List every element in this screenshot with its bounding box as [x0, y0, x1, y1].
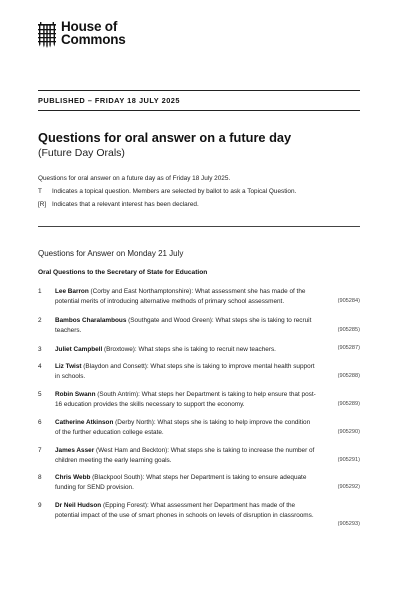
question-text: [55, 473, 317, 492]
legend-symbol: T: [38, 188, 42, 195]
question-number: 7: [38, 447, 42, 454]
question-body: What steps her Department is taking to help ensure that post-16 education provides the skills necessary to support the economy.: [55, 391, 316, 408]
house-of-commons-logo: [37, 20, 126, 48]
published-rule: [38, 110, 360, 111]
question-ref: (905292): [337, 484, 360, 490]
member-name: Chris Webb: [55, 474, 91, 481]
question-text: [55, 390, 317, 409]
question-text: [55, 362, 317, 381]
constituency: (South Antrim):: [95, 391, 140, 398]
member-name: Juliet Campbell: [55, 346, 103, 353]
page-subtitle: (Future Day Orals): [38, 147, 125, 159]
question-body: What steps she is taking to recruit teachers.: [55, 317, 312, 334]
portcullis-icon: [37, 22, 57, 48]
question-ref: (905291): [337, 457, 360, 463]
question-body: What steps she is taking to increase the number of children meeting the early learning goals.: [55, 447, 315, 464]
constituency: (Epping Forest):: [101, 502, 149, 509]
question-text: [55, 418, 317, 437]
question-ref: (905285): [337, 327, 360, 333]
constituency: (Broxtowe):: [102, 346, 137, 353]
top-rule: [38, 90, 360, 91]
department-title: Oral Questions to the Secretary of State for Education: [38, 269, 208, 276]
constituency: (West Ham and Beckton):: [94, 447, 170, 454]
logo-line-1: House of: [61, 19, 118, 34]
question-ref: (905293): [337, 521, 360, 527]
constituency: (Southgate and Wood Green):: [126, 317, 214, 324]
question-text: [55, 345, 317, 355]
question-body: What steps she is taking to improve mental health support in schools.: [55, 363, 315, 380]
legend-interest: [38, 200, 360, 209]
legend-symbol: [R]: [38, 201, 47, 208]
published-date: PUBLISHED – FRIDAY 18 JULY 2025: [38, 96, 181, 105]
question-body: What steps she is taking to recruit new teachers.: [136, 346, 276, 353]
question-number: 4: [38, 363, 42, 370]
question-text: [55, 446, 317, 465]
question-ref: (905287): [337, 345, 360, 351]
question-ref: (905288): [337, 373, 360, 379]
member-name: Lee Barron: [55, 288, 89, 295]
question-text: [55, 316, 317, 335]
question-number: 6: [38, 419, 42, 426]
question-ref: (905284): [337, 298, 360, 304]
member-name: Catherine Atkinson: [55, 419, 114, 426]
page-title: Questions for oral answer on a future day: [38, 130, 292, 145]
constituency: (Blaydon and Consett):: [81, 363, 149, 370]
question-number: 2: [38, 317, 42, 324]
section-title: Questions for Answer on Monday 21 July: [38, 249, 184, 258]
question-ref: (905289): [337, 401, 360, 407]
constituency: (Blackpool South):: [90, 474, 145, 481]
question-number: 8: [38, 474, 42, 481]
question-number: 1: [38, 288, 42, 295]
question-number: 3: [38, 346, 42, 353]
question-number: 9: [38, 502, 42, 509]
member-name: Liz Twist: [55, 363, 82, 370]
section-rule: [38, 226, 360, 227]
question-body: What steps her Department is taking to ensure adequate funding for SEND provision.: [55, 474, 307, 491]
constituency: (Corby and East Northamptonshire):: [88, 288, 194, 295]
legend-text: Indicates a topical question. Members are selected by ballot to ask a Topical Question.: [52, 188, 297, 195]
question-number: 5: [38, 391, 42, 398]
question-text: [55, 501, 317, 520]
member-name: Dr Neil Hudson: [55, 502, 102, 509]
legend-text: Indicates that a relevant interest has been declared.: [52, 201, 199, 208]
member-name: James Asser: [55, 447, 95, 454]
member-name: Bambos Charalambous: [55, 317, 127, 324]
constituency: (Derby North):: [113, 419, 156, 426]
question-body: What steps she is taking to help improve the condition of the further education college estate.: [55, 419, 311, 436]
logo-line-2: Commons: [61, 32, 126, 47]
question-text: [55, 287, 317, 306]
question-body: What assessment she has made of the potential merits of introducing alternative methods of primary school assessment.: [55, 288, 306, 305]
question-body: What assessment her Department has made of the potential impact of the use of smart phones in schools on levels of disruption in classrooms.: [55, 502, 314, 519]
logo-wordmark: [61, 20, 126, 46]
intro-text: Questions for oral answer on a future day as of Friday 18 July 2025.: [38, 175, 231, 182]
legend-topical: [38, 187, 360, 196]
question-ref: (905290): [337, 429, 360, 435]
member-name: Robin Swann: [55, 391, 96, 398]
